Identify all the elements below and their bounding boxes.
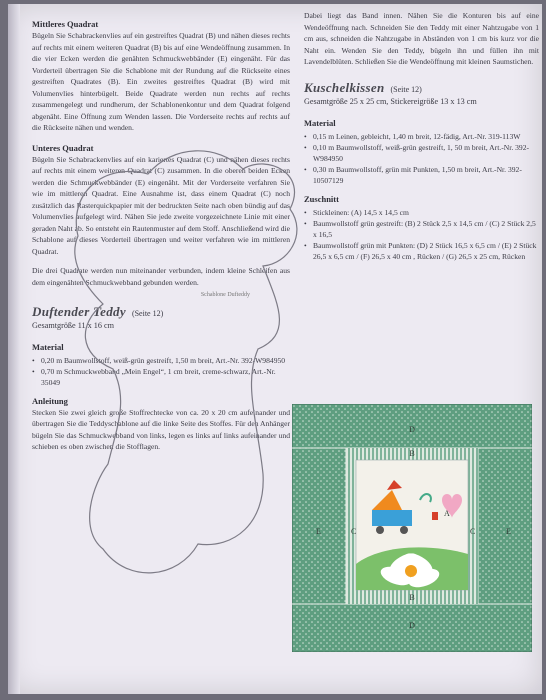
label-c-left: C: [351, 527, 357, 536]
section-text: Bügeln Sie Schabrackenvlies auf ein kariertes Quadrat (C) und nähen dieses rechts auf rechts mit einem weiteren Quadrat (C) zusammen. In die oberen beiden Ecken werden die Schmuckwebbänder (E) eingenäht. Mit der Vorderseite verfahren Sie wie im mittleren Quadrat. Eine Ausnahme ist, dass einem Quadrat (C) noch zusätzlich das Rasterquickpapier mit der bedruckten Seite nach oben bündig auf das Volumenvlies aufgelegt wird. Nähen Sie jede zweite vorgezeichnete Linie mit einer geraden Naht ab. So entsteht ein Rautenmuster auf dem Stoff. Anschließend wird die Schablone auf dieses Vorderteil übertragen und weiter verfahren wie im mittleren Quadrat.: [32, 154, 290, 256]
list-item: • 0,20 m Baumwollstoff, weiß-grün gestreift, 1,50 m breit, Art.-Nr. 392-W984950: [32, 355, 290, 366]
label-b-bottom: B: [409, 593, 415, 602]
left-column: [32, 18, 290, 461]
label-d-top: D: [409, 425, 415, 434]
instructions-text: Stecken Sie zwei gleich große Stoffrechtecke von ca. 20 x 20 cm aufeinander und übertragen Sie die Teddyschablone auf die linke Seite des Stoffes. Für den Anhänger bügeln Sie das Schmuckwebband von links, legen es links auf links aufeinander und schieben es oben zwischen die Stofflagen.: [32, 407, 290, 452]
material-heading: Material: [32, 342, 64, 352]
template-label: Schablone Dufteddy: [200, 292, 250, 298]
project-name: Duftender Teddy: [32, 304, 126, 319]
material-list: [32, 355, 290, 389]
pillow-diagram: [292, 404, 532, 652]
project-title: [32, 304, 290, 320]
section-heading: Mittleres Quadrat: [32, 19, 99, 29]
project-title: [304, 80, 539, 96]
book-page: [8, 4, 542, 694]
page-ref: (Seite 12): [131, 309, 164, 318]
list-item: • Baumwollstoff grün mit Punkten: (D) 2 Stück 16,5 x 6,5 cm / (E) 2 Stück 26,5 x 6,5 cm / (F) 26,5 x 40 cm , Rücken / (G) 26,5 x 25 cm, Rücken: [304, 240, 539, 262]
cutting-list: [304, 207, 539, 263]
list-item: • Baumwollstoff grün gestreift: (B) 2 Stück 2,5 x 14,5 cm / (C) 2 Stück 2,5 x 16,5: [304, 218, 539, 240]
section-heading: Unteres Quadrat: [32, 142, 94, 153]
instructions-heading: Anleitung: [32, 395, 68, 406]
list-item: • 0,30 m Baumwollstoff, grün mit Punkten, 1,50 m breit, Art.-Nr. 392-10507129: [304, 164, 539, 186]
label-b-top: B: [409, 449, 415, 458]
list-item: • 0,10 m Baumwollstoff, weiß-grün gestreift, 1, 50 m breit, Art.-Nr. 392-W984950: [304, 142, 539, 164]
material-list: [304, 131, 539, 187]
list-item: • 0,70 m Schmuckwebband „Mein Engel“, 1 cm breit, creme-schwarz, Art.-Nr. 35049: [32, 366, 290, 388]
label-e-right: E: [506, 527, 511, 536]
label-d-bottom: D: [409, 621, 415, 630]
list-item: • 0,15 m Leinen, gebleicht, 1,40 m breit, 12-fädig, Art.-Nr. 319-113W: [304, 131, 539, 142]
right-column: [304, 10, 539, 269]
label-c-right: C: [470, 527, 476, 536]
total-size: Gesamtgröße 11 x 16 cm: [32, 321, 115, 330]
project-name: Kuschelkissen: [304, 79, 385, 95]
page-ref: (Seite 12): [390, 84, 422, 94]
page-binding: [8, 4, 20, 694]
material-heading: Material: [304, 117, 336, 128]
total-size: Gesamtgröße 25 x 25 cm, Stickereigröße 13 x 13 cm: [304, 96, 477, 106]
list-item: • Stickleinen: (A) 14,5 x 14,5 cm: [304, 207, 539, 218]
label-a: A: [444, 509, 450, 518]
flag-motif: [432, 512, 438, 520]
section-text: Die drei Quadrate werden nun miteinander verbunden, indem kleine Schleifen aus dem eingenähten Schmuckwebband gebunden werden.: [32, 266, 290, 287]
label-e-left: E: [316, 527, 321, 536]
section-text: Dabei liegt das Band innen. Nähen Sie die Konturen bis auf eine Wendeöffnung nach. Schneiden Sie den Teddy mit einer Nahtzugabe von 1 cm aus, schneiden die Nahtzugabe in Abständen von 1 cm bis kurz vor die Naht ein. Wenden Sie den Teddy, bügeln ihn und füllen ihn mit Lavendelblüten. Schließen Sie die Wendeöffnung mit kleinen Saumstichen.: [304, 11, 539, 66]
section-text: Bügeln Sie Schabrackenvlies auf ein gestreiftes Quadrat (B) und nähen dieses rechts auf rechts mit einem weiteren Quadrat (B) bis auf eine Wendeöffnung zusammen. In die vier Ecken werden die genähten Schmuckwebbänder (E) eingenäht. Für das Vorderteil übertragen Sie die Schablone mit der Rundung auf die Rückseite eines gestreiften Quadrates (B). Ein zweites gestreiftes Quadrat (B) wird mit Volumenvlies hinterbügelt. Beide Quadrate werden nun rechts auf rechts zusammengelegt und rundherum, der Schablonenkontur und dem Quadrat folgend abgenäht. Eine Öffnung zum Wenden lassen. Die Vorderseite rechts auf rechts auf die Rückseite nähen und wenden.: [32, 31, 290, 132]
cutting-heading: Zuschnitt: [304, 193, 339, 204]
